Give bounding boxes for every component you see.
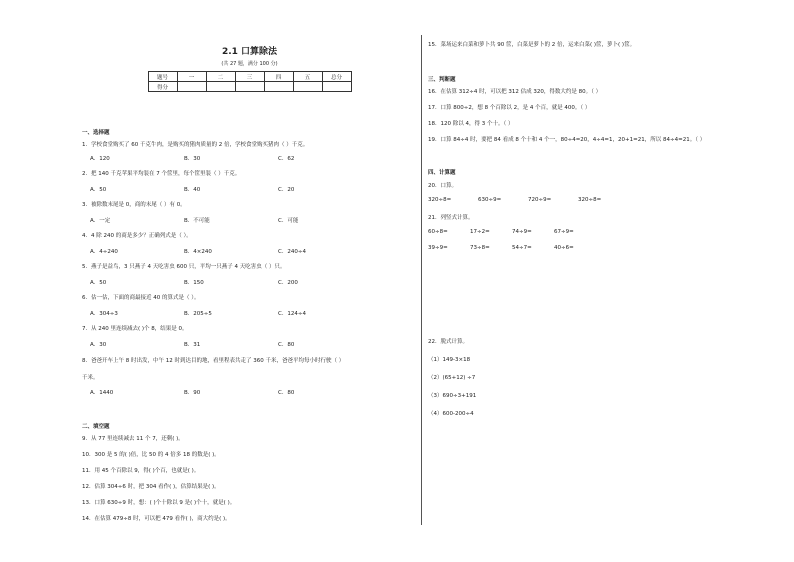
table-cell: 三 xyxy=(235,72,264,82)
option-b: B．40 xyxy=(184,187,201,193)
score-input-cell[interactable] xyxy=(177,82,206,92)
question-6-options xyxy=(90,309,410,317)
score-input-cell[interactable] xyxy=(264,82,293,92)
table-cell: 题号 xyxy=(148,72,177,82)
question-6: 6．估一估，下面的商最接近 40 的算式是（ ）。 xyxy=(82,295,200,301)
option-a: A．120 xyxy=(90,156,110,162)
question-7-options xyxy=(90,340,410,348)
calc-item: 60÷8= xyxy=(428,229,448,235)
question-11: 11．用 45 个百除以 9，得( )个百，也就是( )。 xyxy=(82,468,200,474)
score-input-cell[interactable] xyxy=(235,82,264,92)
option-b: B．205÷5 xyxy=(184,311,212,317)
option-b: B．4×240 xyxy=(184,249,212,255)
calc-item: 74÷9= xyxy=(512,229,532,235)
table-cell: 得分 xyxy=(148,82,177,92)
option-c: C．80 xyxy=(278,390,295,396)
option-b: B．90 xyxy=(184,390,201,396)
question-22-item-4: （4）600-200÷4 xyxy=(428,411,474,417)
question-8-options xyxy=(90,388,410,396)
question-8-continued: 千米。 xyxy=(82,375,99,381)
question-2-options xyxy=(90,185,410,193)
option-b: B．150 xyxy=(184,280,204,286)
section-heading-judge: 三、判断题 xyxy=(428,77,456,83)
calc-item: 320÷8= xyxy=(428,197,452,203)
question-2: 2．把 140 千克苹果平均装在 7 个筐里，每个筐里装（ ）千克。 xyxy=(82,171,241,177)
option-b: B．30 xyxy=(184,156,201,162)
question-3: 3．被除数末尾是 0，商的末尾（ ）有 0。 xyxy=(82,202,186,208)
question-21-row-2 xyxy=(428,245,596,251)
calc-item: 630÷9= xyxy=(478,197,502,203)
score-input-cell[interactable] xyxy=(293,82,322,92)
table-cell: 五 xyxy=(293,72,322,82)
left-column xyxy=(82,40,417,522)
calc-item: 720÷9= xyxy=(528,197,552,203)
question-21: 21．列竖式计算。 xyxy=(428,215,474,221)
page-subtitle: (共 27 题，满分 100 分) xyxy=(221,61,278,67)
question-13: 13．口算 630÷9 时，想：( )个十除以 9 是( )个十，就是( )。 xyxy=(82,500,236,506)
question-16: 16．在估算 312÷4 时，可以把 312 估成 320，得数大约是 80。（ ） xyxy=(428,89,602,95)
question-7: 7．从 240 里连续减去( )个 8，结果是 0。 xyxy=(82,326,188,332)
calc-item: 54÷7= xyxy=(512,245,532,251)
option-a: A．一定 xyxy=(90,218,111,224)
section-heading-calc: 四、计算题 xyxy=(428,170,456,176)
question-18: 18．120 除以 4，得 3 个十。（ ） xyxy=(428,121,514,127)
question-17: 17．口算 800÷2，想 8 个百除以 2，是 4 个百，就是 400。（ ） xyxy=(428,105,591,111)
score-table xyxy=(148,71,352,92)
question-19: 19．口算 84÷4 时，要把 84 看成 8 个十和 4 个一，80÷4=20，4÷4=1，20+1=21，所以 84÷4=21。（ ） xyxy=(428,137,706,143)
table-cell: 二 xyxy=(206,72,235,82)
score-table-header-row xyxy=(148,72,351,82)
question-5: 5．燕子是益鸟，3 只燕子 4 天吃害虫 600 只，平均一只燕子 4 天吃害虫（ ）只。 xyxy=(82,264,286,270)
option-a: A．304÷3 xyxy=(90,311,118,317)
option-c: C．20 xyxy=(278,187,295,193)
question-22-item-3: （3）690÷3+191 xyxy=(428,393,477,399)
score-input-cell[interactable] xyxy=(322,82,351,92)
calc-item: 17÷2= xyxy=(470,229,490,235)
option-a: A．50 xyxy=(90,187,107,193)
question-1: 1．学校食堂购买了 60 千克牛肉，是购买的猪肉质量的 2 倍，学校食堂购买猪肉（ ）千克。 xyxy=(82,142,309,148)
page-title: 2.1 口算除法 xyxy=(221,47,278,57)
option-c: C．200 xyxy=(278,280,298,286)
score-table-score-row xyxy=(148,82,351,92)
question-3-options xyxy=(90,216,410,224)
question-9: 9．从 77 里连续减去 11 个 7，还剩( )。 xyxy=(82,436,184,442)
option-c: C．62 xyxy=(278,156,295,162)
calc-item: 67÷9= xyxy=(554,229,574,235)
calc-item: 40÷6= xyxy=(554,245,574,251)
question-10: 10．300 是 5 的( )倍，比 50 的 4 倍多 18 的数是( )。 xyxy=(82,452,220,458)
option-c: C．240÷4 xyxy=(278,249,306,255)
option-c: C．80 xyxy=(278,342,295,348)
section-heading-choice: 一、选择题 xyxy=(82,130,110,136)
table-cell: 一 xyxy=(177,72,206,82)
option-a: A．30 xyxy=(90,342,107,348)
question-8: 8．爸爸开车上午 8 时出发，中午 12 时到达目的地，看里程表共走了 360 千米，爸爸平均每小时行驶（ ） xyxy=(82,358,345,364)
section-heading-fill: 二、填空题 xyxy=(82,424,110,430)
score-input-cell[interactable] xyxy=(206,82,235,92)
question-20-items xyxy=(428,197,628,203)
question-14: 14．在估算 479÷8 时，可以把 479 看作( )，商大约是( )。 xyxy=(82,516,231,522)
option-a: A．1440 xyxy=(90,390,114,396)
question-22-item-2: （2）(65+12) ÷7 xyxy=(428,375,476,381)
column-divider xyxy=(421,35,422,525)
option-c: C．124÷4 xyxy=(278,311,306,317)
table-cell: 四 xyxy=(264,72,293,82)
calc-item: 73÷8= xyxy=(470,245,490,251)
question-21-row-1 xyxy=(428,229,596,235)
calc-item: 39÷9= xyxy=(428,245,448,251)
question-20: 20．口算。 xyxy=(428,183,457,189)
option-a: A．4÷240 xyxy=(90,249,118,255)
question-5-options xyxy=(90,278,410,286)
question-22-item-1: （1）149-3×18 xyxy=(428,357,471,363)
question-4: 4．4 除 240 的商是多少？正确列式是（ ）。 xyxy=(82,233,192,239)
option-b: B．31 xyxy=(184,342,201,348)
table-cell: 总分 xyxy=(322,72,351,82)
calc-item: 320÷8= xyxy=(578,197,602,203)
question-15: 15．菜场运来白菜和萝卜共 90 筐，白菜是萝卜的 2 倍，运来白菜( )筐，萝卜( )筐。 xyxy=(428,42,636,48)
option-c: C．可能 xyxy=(278,218,299,224)
question-4-options xyxy=(90,247,410,255)
question-12: 12．估算 304÷6 时，把 304 看作( )，估算结果是( )。 xyxy=(82,484,220,490)
question-22: 22．脱式计算。 xyxy=(428,339,468,345)
question-1-options xyxy=(90,154,410,162)
option-a: A．50 xyxy=(90,280,107,286)
option-b: B．不可能 xyxy=(184,218,210,224)
